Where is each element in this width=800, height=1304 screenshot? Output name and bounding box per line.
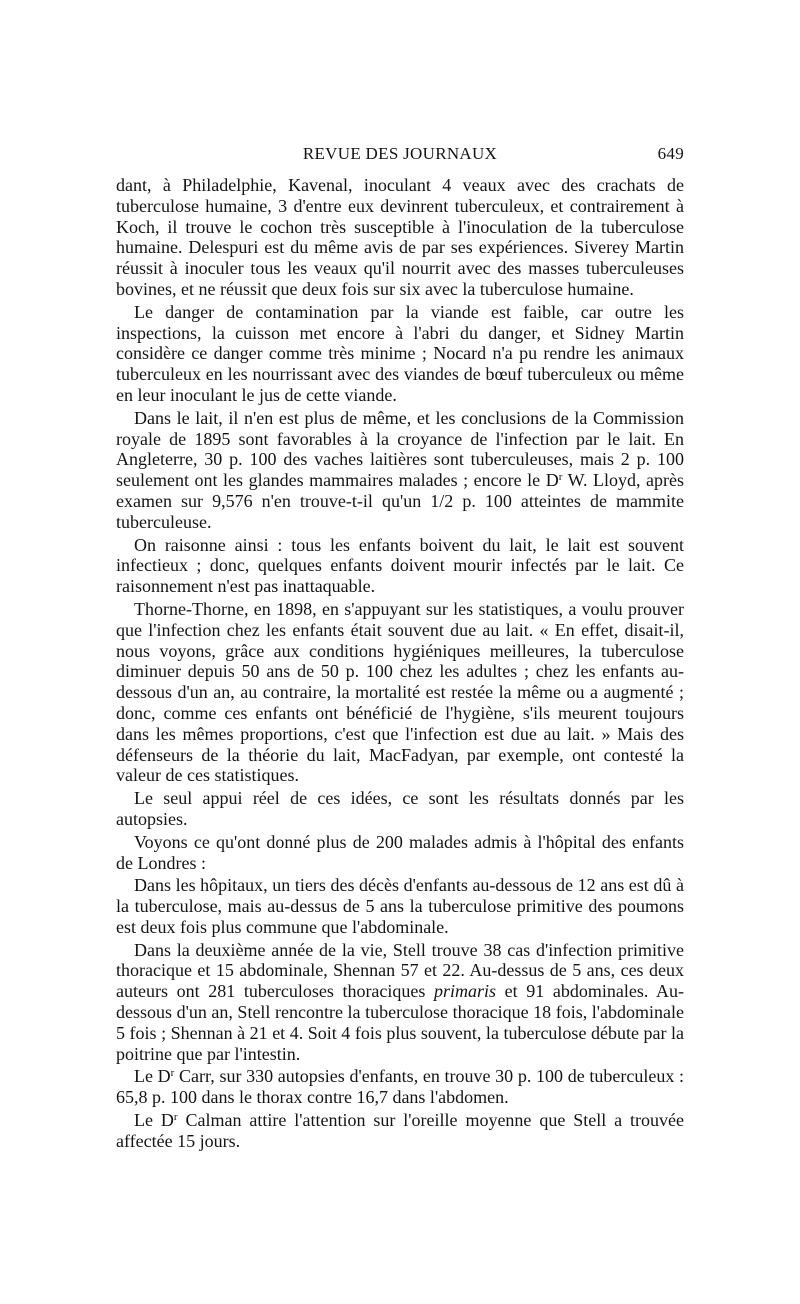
superscript: r [170,1067,175,1080]
paragraph-1 [116,175,684,300]
paragraph-6 [116,788,684,830]
paragraph-text: et 91 abdominales. Au-dessous d'un an, Stell rencontre la tuberculose thoracique 18 fois, l'abdominale 5 fois ; Shennan à 21 et 4. Soit 4 fois plus souvent, la tuberculose débute par la poitrine que par l'intestin. [116,981,684,1064]
paragraph-text: W. Lloyd, après examen sur 9,576 n'en trouve-t-il qu'un 1/2 p. 100 atteintes de mammite tuberculeuse. [116,470,684,532]
paragraph-text: Voyons ce qu'ont donné plus de 200 malades admis à l'hôpital des enfants de Londres : [116,831,684,873]
running-header [116,144,684,168]
paragraph-text: Le danger de contamination par la viande est faible, car outre les inspections, la cuisson met encore à l'abri du danger, et Sidney Martin considère ce danger comme très minime ; Nocard n'a pu rendre les animaux tuberculeux en les nourrissant avec des viandes de bœuf tuberculeux ou même en leur inoculant le jus de cette viande. [116,301,684,405]
running-title: REVUE DES JOURNAUX [302,144,498,163]
page-number: 649 [657,144,684,163]
paragraph-text: Dans la deuxième année de la vie, Stell trouve 38 cas d'infection primitive thoracique et 15 abdominale, Shennan 57 et 22. Au-dessus de 5 ans, ces deux auteurs ont 281 tuberculoses thoraciques [116,939,684,1002]
paragraph-text: On raisonne ainsi : tous les enfants boivent du lait, le lait est souvent infectieux ; donc, quelques enfants doivent mourir infectés par le lait. Ce raisonnement n'est pas inattaquable. [116,534,684,597]
italic-term: primaris [434,981,497,1002]
article-body [116,175,684,1154]
paragraph-5 [116,599,684,786]
paragraph-8 [116,875,684,937]
paragraph-text: Thorne-Thorne, en 1898, en s'appuyant sur les statistiques, a voulu prouver que l'infection chez les enfants était souvent due au lait. « En effet, disait-il, nous voyons, grâce aux conditions hygiéniques meilleures, la tuberculose diminuer depuis 50 ans de 50 p. 100 chez les adultes ; chez les enfants au-dessous d'un an, au contraire, la mortalité est restée la même ou a augmenté ; donc, comme ces enfants ont bénéficié de l'hygiène, s'ils meurent toujours dans les mêmes proportions, c'est que l'infection est due au lait. » Mais des défenseurs de la théorie du lait, MacFadyan, par exemple, ont contesté la valeur de ces statistiques. [116,598,684,786]
paragraph-text: Carr, sur 330 autopsies d'enfants, en trouve 30 p. 100 de tuberculeux : 65,8 p. 100 dans le thorax contre 16,7 dans l'abdomen. [116,1066,685,1108]
paragraph-4 [116,535,684,597]
paragraph-2 [116,302,684,406]
paragraph-text: Dans le lait, il n'en est plus de même, et les conclusions de la Commission royale de 1895 sont favorables à la croyance de l'infection par le lait. En Angleterre, 30 p. 100 des vaches laitières sont tuberculeuses, mais 2 p. 100 seulement ont les glandes mammaires malades ; encore le D [116,407,684,491]
paragraph-10 [116,1066,684,1108]
paragraph-7 [116,832,684,874]
paragraph-9 [116,940,684,1065]
paragraph-text: Le D [134,1110,174,1131]
paragraph-text: dant, à Philadelphie, Kavenal, inoculant 4 veaux avec des crachats de tuberculose humaine, 3 d'entre eux devinrent tuberculeux, et contrairement à Koch, il trouve le cochon très susceptible à l'inoculation de la tuberculose humaine. Delespuri est du même avis de par ses expériences. Siverey Martin réussit à inoculer tous les veaux qu'il nourrit avec des masses tuberculeuses bovines, et ne réussit que deux fois sur six avec la tuberculose humaine. [116,175,684,299]
superscript: r [173,1111,178,1124]
paragraph-text: Calman attire l'attention sur l'oreille moyenne que Stell a trouvée affectée 15 jours. [116,1110,685,1151]
paragraph-text: Le seul appui réel de ces idées, ce sont les résultats donnés par les autopsies. [116,788,684,829]
superscript: r [558,471,563,484]
paragraph-text: Dans les hôpitaux, un tiers des décès d'enfants au-dessous de 12 ans est dû à la tuberculose, mais au-dessus de 5 ans la tuberculose primitive des poumons est deux fois plus commune que l'abdominale. [116,875,684,937]
paragraph-3 [116,408,684,533]
paragraph-text: Le D [134,1066,171,1087]
paragraph-11 [116,1110,684,1152]
